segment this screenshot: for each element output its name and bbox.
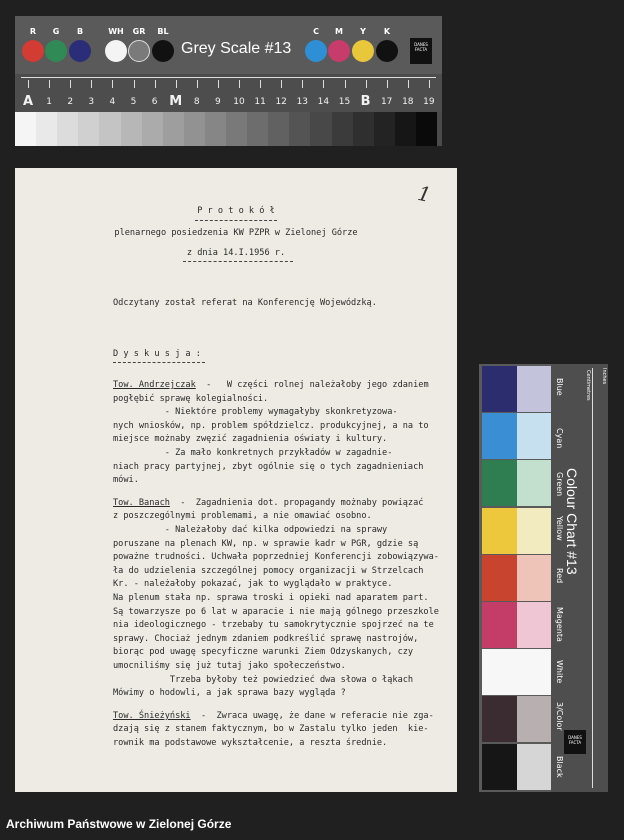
- grey-scale-number: 14: [317, 97, 330, 107]
- date-underline: [183, 261, 293, 262]
- colour-chart-inches-label: Inches: [601, 368, 607, 385]
- discussion-line: [113, 607, 439, 617]
- discussion-line: [113, 539, 418, 549]
- grey-scale-patch: [332, 112, 354, 146]
- swatch-label: G: [52, 27, 60, 36]
- discussion-line: [113, 498, 423, 508]
- line-text: ła do udzielenia szczególnej pomocy organizacji w Strzelcach: [113, 565, 424, 576]
- discussion-line: [113, 634, 418, 644]
- colour-patch-dark: [482, 744, 517, 790]
- grey-scale-patch: [353, 112, 375, 146]
- color-swatch: [305, 40, 327, 62]
- grey-scale-number: 5: [130, 97, 137, 107]
- discussion-line: [113, 647, 413, 657]
- grey-scale-number: 3: [88, 97, 95, 107]
- grey-scale-patch: [205, 112, 227, 146]
- discussion-line: [113, 462, 423, 472]
- line-text: biorąc pod uwagę specyficzne warunki Ziem Odzyskanych, czy: [113, 647, 414, 658]
- color-swatch: [152, 40, 174, 62]
- discussion-line: [113, 421, 429, 431]
- line-text: dzają się z stanem faktycznym, bo w Zastalu tylko jeden kie-: [113, 724, 429, 735]
- line-text: - Za mało konkretnych przykładów w zagadnie-: [113, 448, 393, 458]
- colour-label: Green: [555, 472, 564, 497]
- colour-label: Blue: [555, 378, 564, 396]
- colour-label: 3/Color: [555, 702, 564, 731]
- colour-chart-logo: DANES FACTA: [564, 730, 586, 754]
- colour-patch-dark: [482, 460, 517, 506]
- line-text: pogłębić sprawę kolegialności.: [113, 393, 269, 404]
- footer-bar: [0, 812, 624, 840]
- swatch-label: B: [76, 27, 84, 36]
- color-swatch: [105, 40, 127, 62]
- grey-scale-tick: [408, 80, 409, 88]
- colour-chart-card: [479, 364, 608, 792]
- color-swatch: [376, 40, 398, 62]
- grey-scale-number: A: [22, 94, 34, 109]
- discussion-line: [113, 552, 439, 562]
- discussion-line: [113, 675, 413, 685]
- colour-patch-dark: [482, 649, 517, 695]
- colour-patch-dark: [482, 508, 517, 554]
- line-text: - Zwraca uwagę, że dane w referacie nie zga-: [190, 710, 434, 721]
- grey-scale-number: 17: [380, 97, 393, 107]
- discussion-line: [113, 579, 392, 589]
- grey-scale-number: 13: [296, 97, 309, 107]
- speaker-name: Tow. Banach: [113, 497, 170, 508]
- discussion-line: [113, 661, 346, 671]
- swatch-label: K: [383, 27, 391, 36]
- line-text: nych wniosków, np. problem spółdzielcz. produkcyjnej, a na to: [113, 420, 429, 431]
- color-swatch: [328, 40, 350, 62]
- grey-scale-number: 1: [46, 97, 52, 107]
- swatch-label: Y: [360, 27, 366, 36]
- colour-label: Cyan: [555, 428, 564, 449]
- grey-scale-patch: [99, 112, 121, 146]
- grey-scale-number: 11: [254, 97, 266, 107]
- grey-scale-tick: [345, 80, 346, 88]
- grey-scale-patch: [395, 112, 417, 146]
- document-subtitle: plenarnego posiedzenia KW PZPR w Zielonej Górze: [114, 228, 358, 238]
- colour-patch-light: [517, 508, 552, 554]
- title-underline: [195, 220, 277, 221]
- grey-scale-patch: [121, 112, 143, 146]
- grey-scale-patch: [416, 112, 438, 146]
- grey-scale-tick: [323, 80, 324, 88]
- colour-patch-light: [517, 602, 552, 648]
- grey-scale-number: 19: [423, 97, 435, 107]
- colour-patch-light: [517, 555, 552, 601]
- colour-patch-light: [517, 696, 552, 742]
- discussion-line: [113, 380, 429, 390]
- color-swatch: [45, 40, 67, 62]
- speaker-name: Tow. Andrzejczak: [113, 380, 196, 390]
- line-text: nia ideologicznego - trzebaby tu samokrytycznie spojrzeć na te: [113, 620, 434, 631]
- grey-scale-tick: [429, 80, 430, 88]
- line-text: Trzeba byłoby też powiedzieć dwa słowa o łąkach: [113, 674, 414, 685]
- grey-scale-number: 2: [67, 97, 74, 107]
- discussion-line: [113, 620, 434, 630]
- colour-patch-light: [517, 460, 552, 506]
- line-text: mówi.: [113, 475, 139, 486]
- speaker-name: Tow. Śnieżyński: [113, 710, 191, 721]
- grey-scale-logo: DANES FACTA: [410, 38, 432, 64]
- grey-scale-number: M: [169, 94, 183, 109]
- grey-scale-patch: [78, 112, 100, 146]
- line-text: - Zagadnienia dot. propagandy możnaby powiązać: [169, 497, 424, 508]
- colour-chart-cm-label: Centimetres: [585, 370, 591, 401]
- grey-scale-number: 8: [193, 97, 200, 107]
- grey-scale-patch: [57, 112, 79, 146]
- discussion-line: [113, 448, 392, 458]
- grey-scale-patch: [36, 112, 58, 146]
- grey-scale-number: 4: [109, 97, 116, 107]
- grey-scale-title: Grey Scale #13: [181, 40, 292, 57]
- section-underline: [113, 362, 205, 363]
- line-text: umocniliśmy się już tutaj jako społeczeństwo.: [113, 661, 346, 671]
- discussion-line: [113, 688, 346, 698]
- grey-scale-tick: [155, 80, 156, 88]
- line-text: Mówimy o hodowli, a jak sprawa bazy wygląda ?: [113, 688, 346, 699]
- grey-scale-tick: [70, 80, 71, 88]
- colour-label: Red: [555, 568, 564, 584]
- color-swatch: [69, 40, 91, 62]
- grey-scale-tick: [366, 80, 367, 88]
- colour-patch-light: [517, 366, 552, 412]
- line-text: poważne trudności. Uchwała poprzedniej Konferencji zobowiązywa-: [113, 552, 439, 563]
- discussion-line: [113, 738, 387, 748]
- grey-scale-patch: [268, 112, 290, 146]
- grey-scale-tick: [112, 80, 113, 88]
- document-date: z dnia 14.I.1956 r.: [186, 248, 286, 258]
- line-text: poruszane na plenach KW, np. w sprawie kadr w PGR, gdzie są: [113, 538, 419, 549]
- grey-scale-number: 12: [275, 97, 287, 107]
- grey-scale-tick: [260, 80, 261, 88]
- grey-scale-number: 18: [402, 97, 414, 107]
- line-text: - W części rolnej należałoby jego zdaniem: [195, 380, 429, 390]
- grey-scale-patch: [184, 112, 206, 146]
- color-swatch: [128, 40, 150, 62]
- protocol-document: [15, 168, 457, 792]
- color-swatch: [352, 40, 374, 62]
- discussion-line: [113, 511, 372, 521]
- line-text: miejsce możnaby zwęzić zagadnienia oświaty i kultury.: [113, 434, 388, 445]
- line-text: Na plenum stała np. sprawa troski i opieki nad aparatem part.: [113, 593, 429, 603]
- color-swatch: [22, 40, 44, 62]
- discussion-line: [113, 593, 429, 603]
- grey-scale-patch: [15, 112, 37, 146]
- colour-patch-light: [517, 413, 552, 459]
- grey-scale-tick: [28, 80, 29, 88]
- colour-chart-ruler: [592, 368, 593, 788]
- colour-label: Magenta: [555, 607, 564, 642]
- discussion-line: [113, 525, 387, 535]
- grey-scale-number-row: [15, 74, 442, 112]
- line-text: - Należałoby dać kilka odpowiedzi na sprawy: [113, 525, 388, 535]
- line-text: rownik ma podstawowe wykształcenie, a reszta średnie.: [113, 738, 388, 748]
- colour-label: Yellow: [555, 516, 564, 541]
- grey-scale-tick: [176, 80, 177, 88]
- grey-scale-ruler: [21, 77, 436, 78]
- discussion-line: [113, 394, 268, 404]
- grey-scale-header: [15, 16, 442, 74]
- colour-label: White: [555, 660, 564, 684]
- grey-scale-tick: [197, 80, 198, 88]
- line-text: z poszczególnymi problemami, a nie omawiać osobno.: [113, 511, 372, 522]
- discussion-line: [113, 434, 387, 444]
- swatch-label: BL: [157, 27, 169, 36]
- document-title: P r o t o k ó ł: [197, 206, 275, 216]
- footer-archive-name: Archiwum Państwowe w Zielonej Górze: [6, 817, 232, 831]
- grey-scale-number: 6: [151, 97, 158, 107]
- colour-label: Black: [555, 756, 564, 778]
- colour-patch-light: [517, 649, 552, 695]
- grey-scale-patch: [163, 112, 185, 146]
- colour-patch-dark: [482, 366, 517, 412]
- line-text: Są towarzysze po 6 lat w aparacie i nie mają gólnego przeszkole: [113, 606, 439, 617]
- swatch-label: C: [313, 27, 319, 36]
- grey-scale-patch: [310, 112, 332, 146]
- grey-scale-number: 15: [338, 97, 351, 107]
- grey-scale-tick: [218, 80, 219, 88]
- grey-scale-patch: [247, 112, 269, 146]
- colour-patch-dark: [482, 555, 517, 601]
- grey-scale-number: 10: [233, 97, 245, 107]
- section-heading: D y s k u s j a :: [113, 349, 201, 359]
- page-number: 1: [415, 180, 434, 208]
- intro-text: Odczytany został referat na Konferencję Wojewódzką.: [113, 298, 377, 308]
- discussion-line: [113, 475, 139, 485]
- grey-scale-tick: [302, 80, 303, 88]
- swatch-label: M: [335, 27, 343, 36]
- swatch-label: R: [29, 27, 37, 36]
- grey-scale-tick: [134, 80, 135, 88]
- grey-scale-patch: [226, 112, 248, 146]
- document-page: [15, 168, 457, 792]
- grey-scale-tick: [281, 80, 282, 88]
- grey-scale-patch: [289, 112, 311, 146]
- grey-scale-card: [15, 16, 442, 146]
- line-text: Kr. - należałoby pokazać, jak to wyglądało w praktyce.: [113, 579, 393, 590]
- colour-patch-light: [517, 744, 552, 790]
- grey-scale-number: B: [360, 94, 371, 109]
- swatch-label: GR: [132, 27, 146, 36]
- line-text: niach pracy partyjnej, zbyt ogólnie się o tych zagadnieniach: [113, 461, 424, 472]
- swatch-label: WH: [108, 27, 124, 36]
- discussion-line: [113, 711, 434, 721]
- colour-patch-dark: [482, 696, 517, 742]
- colour-chart-title: Colour Chart #13: [564, 468, 580, 575]
- grey-scale-number: 9: [215, 97, 221, 107]
- grey-scale-tick: [91, 80, 92, 88]
- discussion-line: [113, 407, 398, 417]
- grey-scale-patch: [142, 112, 164, 146]
- discussion-line: [113, 566, 423, 576]
- colour-patch-dark: [482, 602, 517, 648]
- grey-scale-tick: [387, 80, 388, 88]
- line-text: - Niektóre problemy wymagałyby skonkretyzowa-: [113, 407, 398, 418]
- colour-patch-dark: [482, 413, 517, 459]
- discussion-line: [113, 724, 429, 734]
- line-text: sprawy. Chociaż jednym zdaniem podkreślić sprawę nastrojów,: [113, 633, 419, 644]
- grey-scale-patch: [374, 112, 396, 146]
- grey-scale-tick: [49, 80, 50, 88]
- grey-scale-tick: [239, 80, 240, 88]
